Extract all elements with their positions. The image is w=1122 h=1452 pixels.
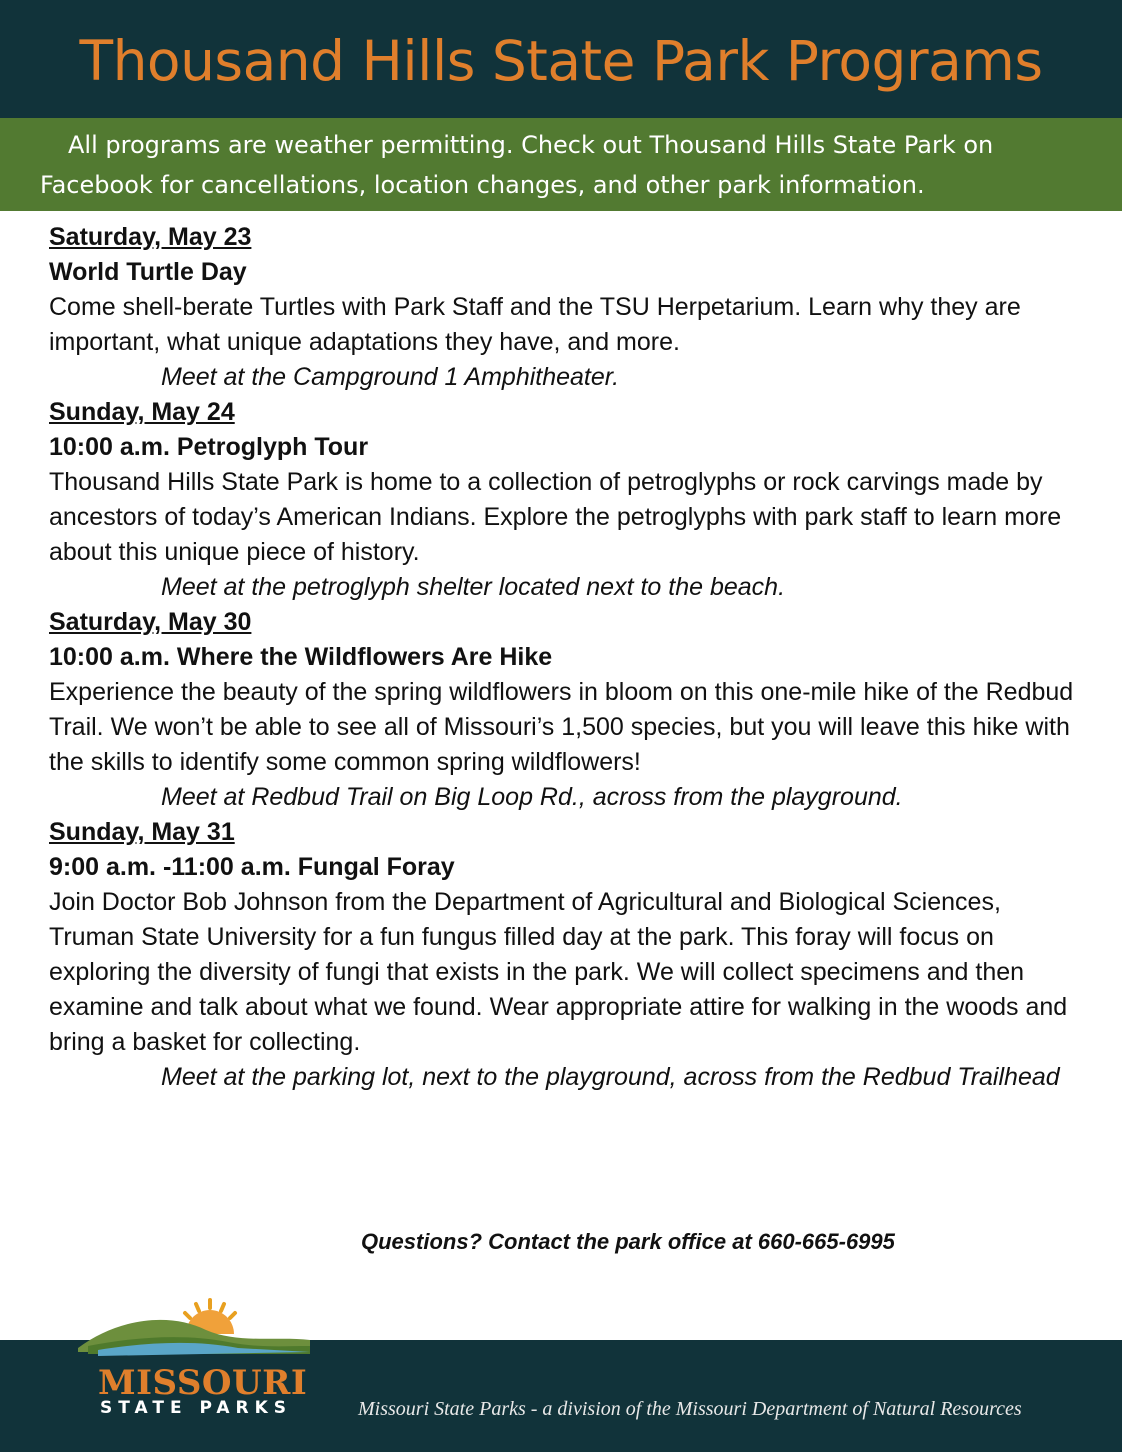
contact-line: Questions? Contact the park office at 660-665-6995 bbox=[361, 1229, 895, 1254]
missouri-state-parks-logo bbox=[78, 1296, 310, 1422]
logo-wordmark: MISSOURI bbox=[98, 1363, 308, 1403]
program-title: 10:00 a.m. Petroglyph Tour bbox=[49, 433, 369, 461]
program-item bbox=[49, 220, 1079, 395]
program-item bbox=[49, 395, 1079, 605]
notice-line-1: All programs are weather permitting. Check out Thousand Hills State Park on bbox=[68, 131, 994, 159]
sun-hills-icon bbox=[78, 1296, 310, 1366]
program-date: Saturday, May 30 bbox=[49, 608, 252, 636]
program-meeting-location: Meet at the parking lot, next to the playground, across from the Redbud Trailhead bbox=[161, 1063, 1060, 1091]
program-description: Thousand Hills State Park is home to a collection of petroglyphs or rock carvings made by ancestors of today’s American Indians. Explore the petroglyphs with park staff to learn more about this unique piece of history. bbox=[49, 468, 1062, 566]
notice-line-2: Facebook for cancellations, location changes, and other park information. bbox=[40, 171, 925, 199]
program-date: Sunday, May 24 bbox=[49, 398, 235, 426]
program-title: 10:00 a.m. Where the Wildflowers Are Hike bbox=[49, 643, 553, 671]
program-item bbox=[49, 605, 1079, 815]
program-item bbox=[49, 815, 1079, 1095]
logo-subtitle: STATE PARKS bbox=[100, 1398, 293, 1418]
program-list bbox=[49, 220, 1079, 1095]
program-meeting-location: Meet at Redbud Trail on Big Loop Rd., across from the playground. bbox=[161, 783, 903, 811]
program-date: Saturday, May 23 bbox=[49, 223, 252, 251]
program-description: Come shell-berate Turtles with Park Staff and the TSU Herpetarium. Learn why they are important, what unique adaptations they have, and more. bbox=[49, 293, 1021, 356]
program-meeting-location: Meet at the Campground 1 Amphitheater. bbox=[161, 363, 620, 391]
header-banner bbox=[0, 0, 1122, 118]
program-description: Join Doctor Bob Johnson from the Department of Agricultural and Biological Sciences, Truman State University for a fun fungus filled day at the park. This foray will focus on exploring the diversity of fungi that exists in the park. We will collect specimens and then examine and talk about what we found. Wear appropriate attire for walking in the woods and bring a basket for collecting. bbox=[49, 888, 1068, 1056]
program-meeting-location: Meet at the petroglyph shelter located next to the beach. bbox=[161, 573, 786, 601]
program-title: World Turtle Day bbox=[49, 258, 247, 286]
footer-tagline: Missouri State Parks - a division of the Missouri Department of Natural Resources bbox=[358, 1398, 1022, 1420]
program-date: Sunday, May 31 bbox=[49, 818, 235, 846]
page-title: Thousand Hills State Park Programs bbox=[79, 29, 1043, 93]
program-title: 9:00 a.m. -11:00 a.m. Fungal Foray bbox=[49, 853, 455, 881]
weather-notice-bar bbox=[0, 118, 1122, 211]
program-description: Experience the beauty of the spring wildflowers in bloom on this one-mile hike of the Redbud Trail. We won’t be able to see all of Missouri’s 1,500 species, but you will leave this hike with the skills to identify some common spring wildflowers! bbox=[49, 678, 1074, 776]
